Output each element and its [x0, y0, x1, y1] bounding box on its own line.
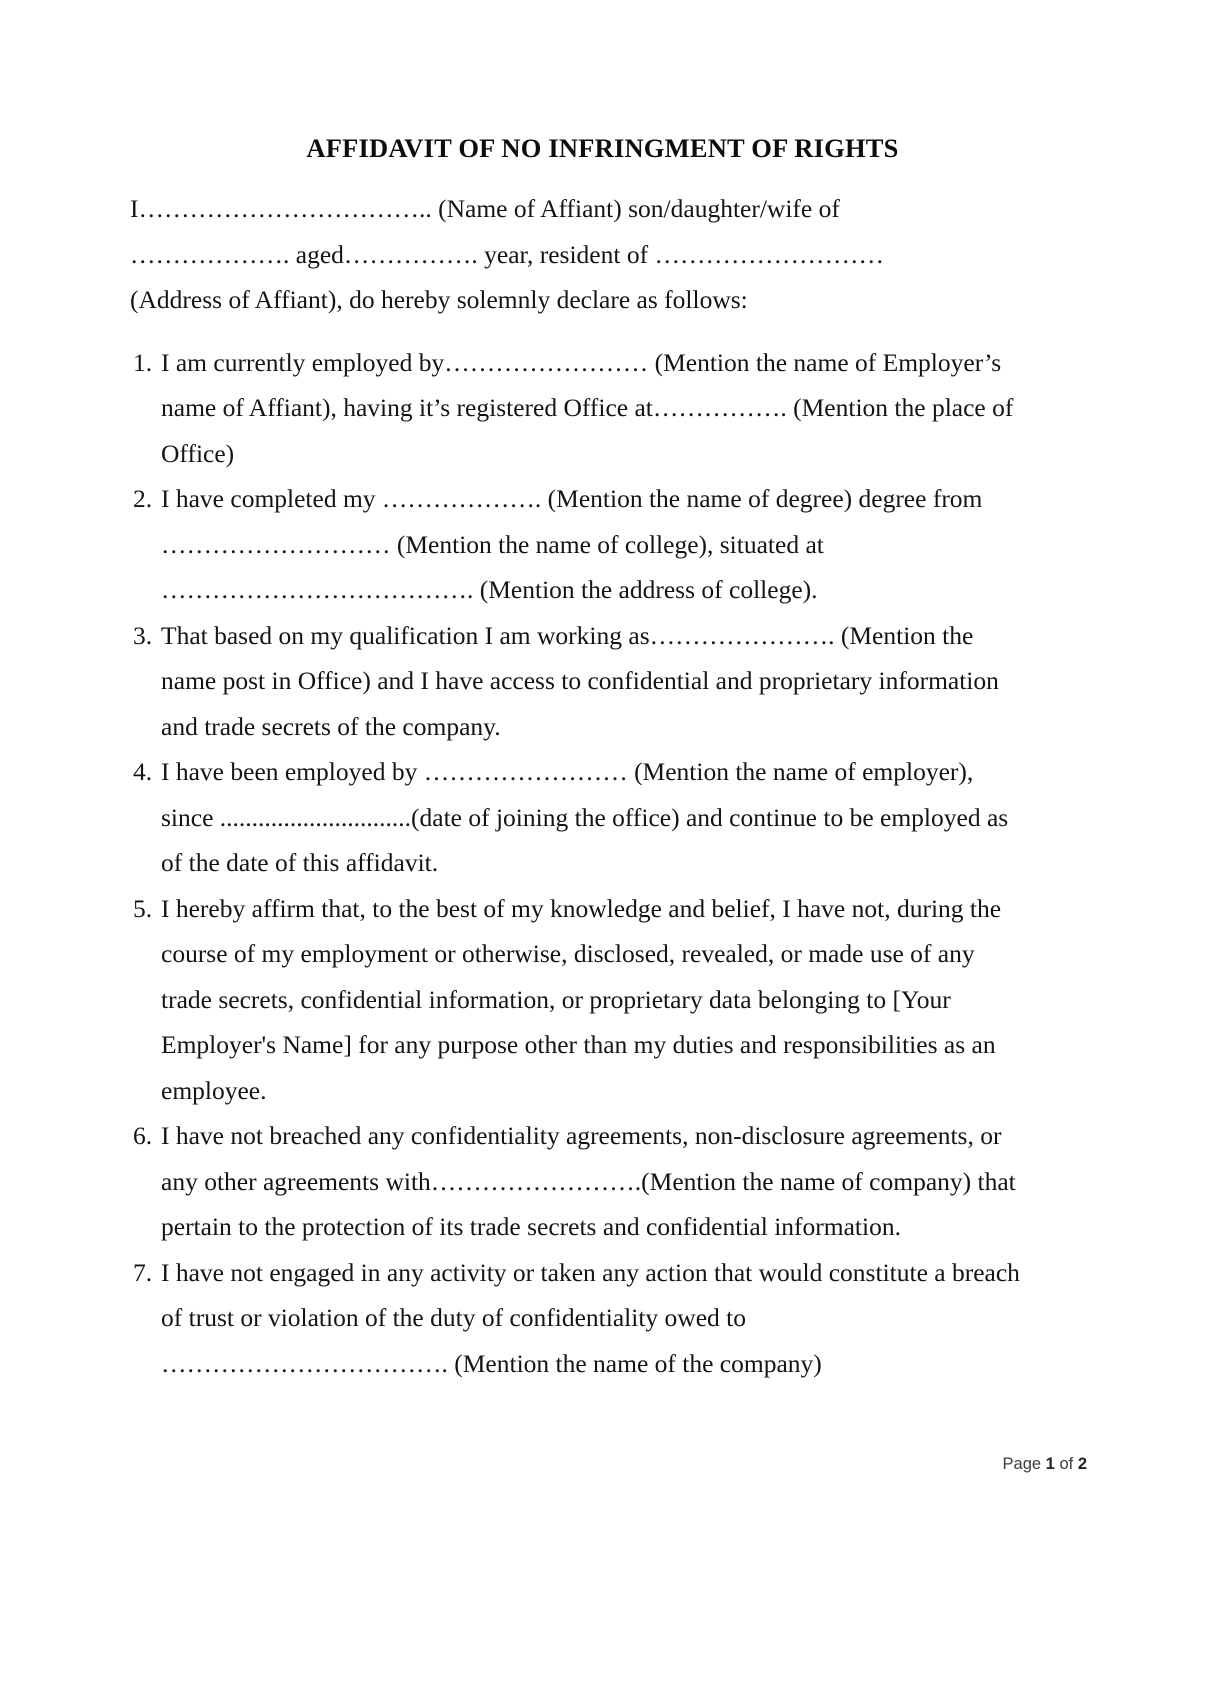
list-item-text: I am currently employed by…………………… (Mention the name of Employer’s name of Affiant), having it’s registered Office at……………. (Mention the place of Office) [161, 347, 1020, 468]
declaration-list [130, 340, 1030, 1387]
list-item-text: That based on my qualification I am working as…………………. (Mention the name post in Office) and I have access to confidential and proprietary information and trade secrets of the company. [161, 620, 1006, 741]
list-item-number: 2. [133, 484, 153, 513]
preamble-line: ………………. aged……………. year, resident of ……………………… [130, 239, 884, 269]
list-item-text: I have been employed by …………………… (Mention the name of employer), since ..............................(date of joining the office) and continue to be employed as of the date of this affidavit. [161, 757, 1015, 877]
footer-total-pages: 2 [1077, 1455, 1087, 1473]
footer-page-label: Page [1002, 1455, 1042, 1473]
footer-of-label: of [1059, 1455, 1074, 1473]
list-item-number: 1. [133, 347, 153, 377]
list-item [133, 886, 1030, 1114]
list-item [133, 1250, 1030, 1387]
list-item-number: 6. [133, 1121, 153, 1150]
list-item [133, 340, 1030, 477]
list-item-number: 7. [133, 1257, 153, 1287]
preamble-line: (Address of Affiant), do hereby solemnly declare as follows: [130, 285, 748, 314]
list-item [133, 476, 1030, 613]
list-item [133, 1113, 1030, 1250]
footer-current-page: 1 [1045, 1455, 1055, 1473]
list-item-text: I have not engaged in any activity or taken any action that would constitute a breach of trust or violation of the duty of confidentiality owed to ……………………………. (Mention the name of the company) [161, 1257, 1027, 1378]
list-item-number: 3. [133, 620, 153, 650]
page-footer [0, 1455, 1205, 1474]
list-item [133, 613, 1030, 750]
list-item-number: 5. [133, 893, 153, 923]
list-item-text: I have not breached any confidentiality agreements, non-disclosure agreements, or any other agreements with…………………….(Mention the name of company) that pertain to the protection of its trade secrets and confidential information. [161, 1121, 1023, 1241]
preamble-line: I…………………………….. (Name of Affiant) son/daughter/wife of [130, 194, 840, 223]
list-item-text: I hereby affirm that, to the best of my knowledge and belief, I have not, during the course of my employment or otherwise, disclosed, revealed, or made use of any trade secrets, confidential information, or proprietary data belonging to [Your Employer's Name] for any purpose other than my duties and responsibilities as an employee. [161, 893, 1008, 1105]
list-item [133, 749, 1030, 886]
list-item-number: 4. [133, 757, 153, 786]
page-title: AFFIDAVIT OF NO INFRINGMENT OF RIGHTS [306, 133, 899, 163]
document-body [130, 186, 1030, 1386]
list-item-text: I have completed my ………………. (Mention the name of degree) degree from ……………………… (Mention the name of college), situated at ………………………………. (Mention the address of college). [161, 484, 989, 604]
preamble-block [130, 186, 1030, 323]
